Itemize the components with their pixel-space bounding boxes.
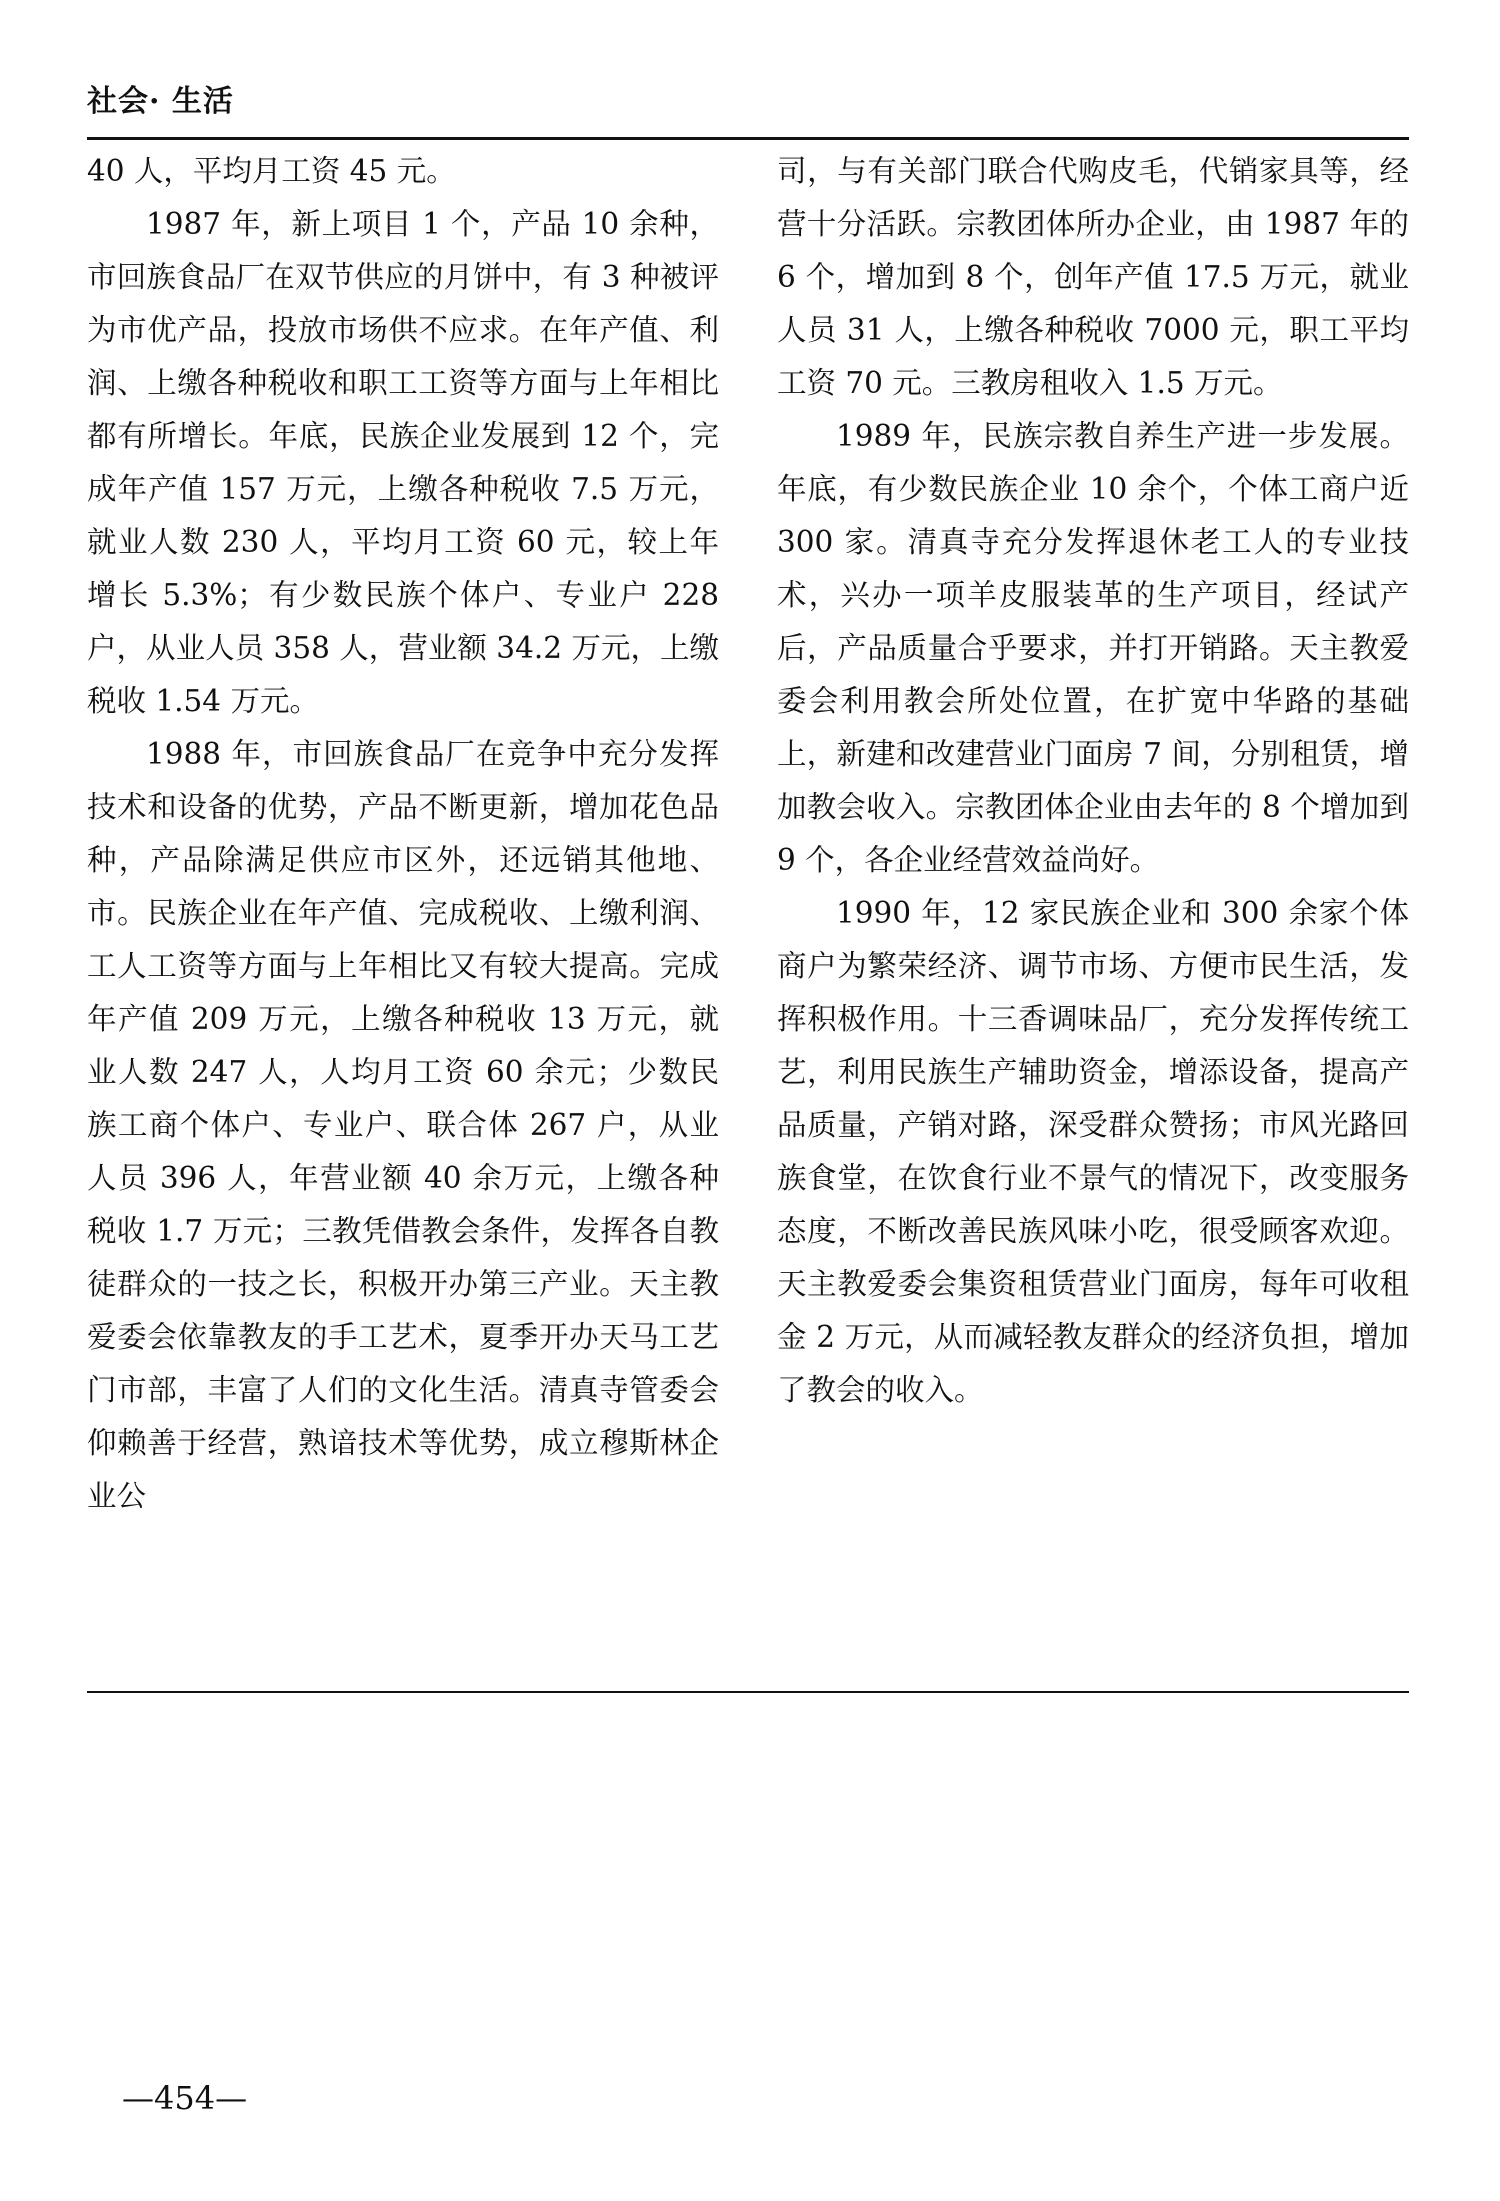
paragraph-1987: 1987 年，新上项目 1 个，产品 10 余种，市回族食品厂在双节供应的月饼中，有 3 种被评为市优产品，投放市场供不应求。在年产值、利润、上缴各种税收和职工工资等方面与上年相比都有所增长。年底，民族企业发展到 12 个，完成年产值 157 万元，上缴各种税收 7.5 万元，就业人数 230 人，平均月工资 60 元，较上年增长 5.3%；有少数民族个体户、专业户 228 户，从业人员 358 人，营业额 34.2 万元，上缴税收 1.54 万元。 (87, 207, 719, 718)
paragraph-1988: 1988 年，市回族食品厂在竞争中充分发挥技术和设备的优势，产品不断更新，增加花色品种，产品除满足供应市区外，还远销其他地、市。民族企业在年产值、完成税收、上缴利润、工人工资等方面与上年相比又有较大提高。完成年产值 209 万元，上缴各种税收 13 万元，就业人数 247 人，人均月工资 60 余元；少数民族工商个体户、专业户、联合体 267 户，从业人员 396 人，年营业额 40 余万元，上缴各种税收 1.7 万元；三教凭借教会条件，发挥各自教徒群众的一技之长，积极开办第三产业。天主教爱委会依靠教友的手工艺术，夏季开办天马工艺门市部，丰富了人们的文化生活。清真寺管委会仰赖善于经营，熟谙技术等优势，成立穆斯林企业公 (87, 737, 719, 1513)
section-label: 社会· 生活 (87, 84, 234, 119)
paragraph-continuation: 40 人，平均月工资 45 元。 (87, 154, 456, 188)
footer-rule (87, 1691, 1409, 1693)
left-column (87, 145, 719, 1523)
paragraph-continuation: 司，与有关部门联合代购皮毛，代销家具等，经营十分活跃。宗教团体所办企业，由 1987 年的 6 个，增加到 8 个，创年产值 17.5 万元，就业人员 31 人，上缴各种税收 7000 元，职工平均工资 70 元。三教房租收入 1.5 万元。 (777, 154, 1409, 400)
page-number: —454— (122, 2079, 248, 2117)
right-column (777, 145, 1409, 1417)
paragraph-1989: 1989 年，民族宗教自养生产进一步发展。年底，有少数民族企业 10 余个，个体工商户近 300 家。清真寺充分发挥退休老工人的专业技术，兴办一项羊皮服装革的生产项目，经试产后，产品质量合乎要求，并打开销路。天主教爱委会利用教会所处位置，在扩宽中华路的基础上，新建和改建营业门面房 7 间，分别租赁，增加教会收入。宗教团体企业由去年的 8 个增加到 9 个，各企业经营效益尚好。 (777, 419, 1409, 877)
header-rule (87, 137, 1409, 140)
paragraph-1990: 1990 年，12 家民族企业和 300 余家个体商户为繁荣经济、调节市场、方便市民生活，发挥积极作用。十三香调味品厂，充分发挥传统工艺，利用民族生产辅助资金，增添设备，提高产品质量，产销对路，深受群众赞扬；市风光路回族食堂，在饮食行业不景气的情况下，改变服务态度，不断改善民族风味小吃，很受顾客欢迎。天主教爱委会集资租赁营业门面房，每年可收租金 2 万元，从而减轻教友群众的经济负担，增加了教会的收入。 (777, 896, 1409, 1407)
